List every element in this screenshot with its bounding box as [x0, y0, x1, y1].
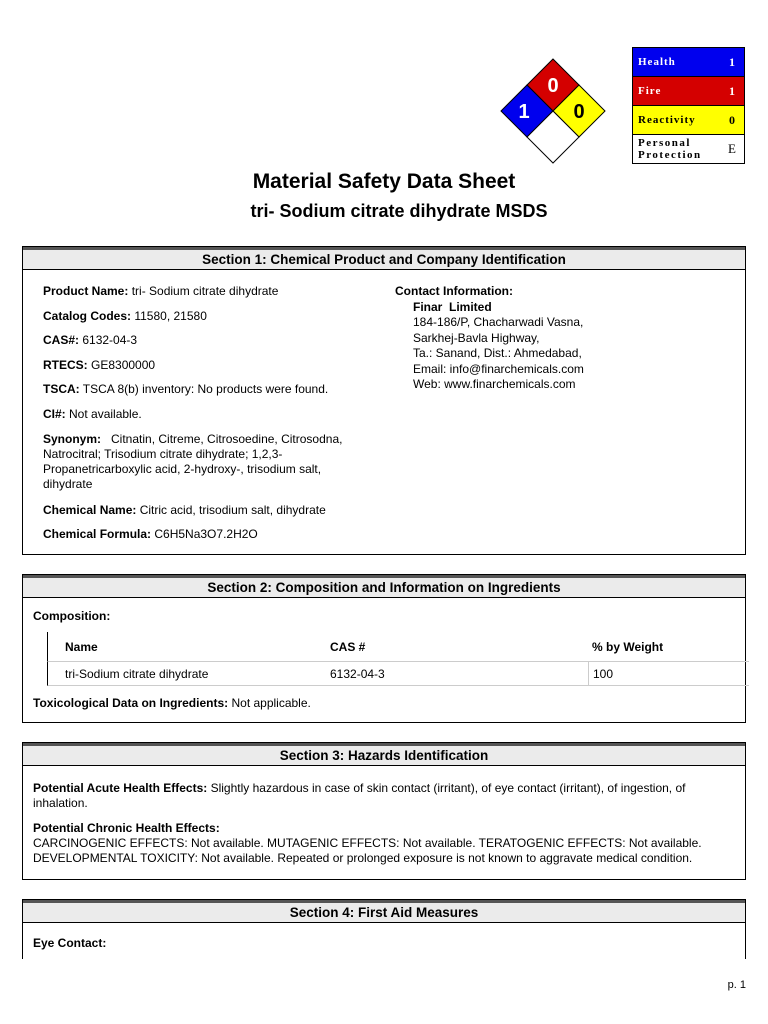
page-number: p. 1	[727, 979, 746, 991]
composition-table-header	[47, 632, 749, 661]
synonym-line-1: Citnatin, Citreme, Citrosoedine, Citrosodna,	[101, 432, 343, 446]
section-4	[22, 899, 746, 959]
rtecs-field	[43, 358, 155, 373]
synonym-field	[43, 432, 342, 492]
hmis-fire-value: 1	[729, 83, 735, 98]
section-2-heading: Section 2: Composition and Information on Ingredients	[23, 575, 745, 598]
ci-value: Not available.	[65, 407, 142, 421]
synonym-label: Synonym:	[43, 432, 102, 446]
synonym-line-3: Propanetricarboxylic acid, 2-hydroxy-, trisodium salt,	[43, 462, 322, 476]
section-4-heading: Section 4: First Aid Measures	[23, 900, 745, 923]
hmis-health-row	[633, 48, 744, 77]
table-row	[47, 661, 749, 686]
hmis-protection-row	[633, 135, 744, 163]
catalog-codes-value: 11580, 21580	[131, 309, 207, 323]
website[interactable]: Web: www.finarchemicals.com	[413, 377, 576, 391]
chemical-name-field	[43, 503, 326, 518]
hmis-protection-label-line1: Personal	[638, 137, 691, 149]
nfpa-fire-value: 0	[547, 75, 559, 97]
synonym-line-4: dihydrate	[43, 477, 93, 491]
hmis-rating-table	[632, 47, 745, 164]
contact-information	[395, 284, 584, 393]
nfpa-health-value: 1	[518, 101, 530, 123]
tsca-field	[43, 382, 328, 397]
acute-effects-label: Potential Acute Health Effects:	[33, 781, 208, 795]
tox-data-value: Not applicable.	[228, 696, 311, 710]
hmis-reactivity-label: Reactivity	[638, 114, 696, 126]
tox-data-label: Toxicological Data on Ingredients:	[33, 696, 229, 710]
hmis-fire-row	[633, 77, 744, 106]
nfpa-diamond	[498, 57, 608, 165]
catalog-codes-field	[43, 309, 207, 324]
product-name-value: tri- Sodium citrate dihydrate	[128, 284, 279, 298]
eye-contact-label: Eye Contact:	[33, 936, 107, 950]
hmis-protection-label-line2: Protection	[638, 149, 702, 161]
nfpa-reactivity-value: 0	[573, 101, 585, 123]
hmis-fire-label: Fire	[638, 85, 662, 97]
address-line-1: 184-186/P, Chacharwadi Vasna,	[413, 315, 584, 329]
composition-table	[47, 632, 749, 686]
acute-effects-line-2: inhalation.	[33, 796, 88, 810]
document-title: Material Safety Data Sheet	[252, 170, 516, 193]
ingredient-cas: 6132-04-3	[330, 666, 385, 681]
chemical-name-value: Citric acid, trisodium salt, dihydrate	[136, 503, 326, 517]
chronic-effects-line-2: DEVELOPMENTAL TOXICITY: Not available. Repeated or prolonged exposure is not known to aggravate medical condition.	[33, 851, 693, 865]
cas-value: 6132-04-3	[79, 333, 138, 347]
ingredient-weight: 100	[588, 662, 749, 685]
address-line-2: Sarkhej-Bavla Highway,	[413, 330, 540, 345]
company-name: Finar Limited	[413, 299, 492, 314]
rtecs-label: RTECS:	[43, 358, 88, 372]
hmis-health-value: 1	[729, 54, 735, 69]
cas-label: CAS#:	[43, 333, 80, 347]
synonym-line-2: Natrocitral; Trisodium citrate dihydrate; 1,2,3-	[43, 447, 283, 461]
col-weight-header: % by Weight	[592, 639, 664, 654]
col-name-header: Name	[65, 639, 98, 654]
composition-label: Composition:	[33, 609, 111, 623]
chronic-effects-field	[33, 821, 745, 866]
section-1-heading: Section 1: Chemical Product and Company Identification	[23, 247, 745, 270]
section-2	[22, 574, 746, 723]
ci-label: CI#:	[43, 407, 66, 421]
section-3	[22, 742, 746, 880]
acute-effects-field	[33, 781, 739, 811]
catalog-codes-label: Catalog Codes:	[43, 309, 132, 323]
tsca-label: TSCA:	[43, 382, 80, 396]
chronic-effects-label: Potential Chronic Health Effects:	[33, 821, 220, 835]
chemical-formula-field	[43, 527, 258, 542]
section-3-heading: Section 3: Hazards Identification	[23, 743, 745, 766]
chemical-name-label: Chemical Name:	[43, 503, 137, 517]
product-name-label: Product Name:	[43, 284, 129, 298]
section-1	[22, 246, 746, 555]
hmis-protection-label	[633, 137, 720, 161]
rtecs-value: GE8300000	[87, 358, 156, 372]
hmis-health-label: Health	[638, 56, 676, 68]
chemical-formula-value: C6H5Na3O7.2H2O	[151, 527, 258, 541]
ingredient-name: tri-Sodium citrate dihydrate	[65, 666, 209, 681]
hmis-reactivity-value: 0	[729, 112, 735, 127]
chronic-effects-line-1: CARCINOGENIC EFFECTS: Not available. MUTAGENIC EFFECTS: Not available. TERATOGENIC EFFECTS: Not available.	[33, 836, 702, 850]
tox-data-field	[33, 696, 311, 711]
ci-field	[43, 407, 142, 422]
email-address[interactable]: Email: info@finarchemicals.com	[413, 361, 584, 376]
hmis-protection-value: E	[728, 141, 736, 156]
tsca-value: TSCA 8(b) inventory: No products were found.	[79, 382, 329, 396]
cas-field	[43, 333, 137, 348]
col-cas-header: CAS #	[330, 639, 366, 654]
address-line-3: Ta.: Sanand, Dist.: Ahmedabad,	[413, 346, 582, 360]
hmis-reactivity-row	[633, 106, 744, 135]
document-subtitle: tri- Sodium citrate dihydrate MSDS	[250, 201, 548, 221]
chemical-formula-label: Chemical Formula:	[43, 527, 152, 541]
contact-label: Contact Information:	[395, 284, 513, 298]
product-name-field	[43, 284, 278, 299]
acute-effects-line-1: Slightly hazardous in case of skin contact (irritant), of eye contact (irritant), of ingestion, of	[207, 781, 686, 795]
